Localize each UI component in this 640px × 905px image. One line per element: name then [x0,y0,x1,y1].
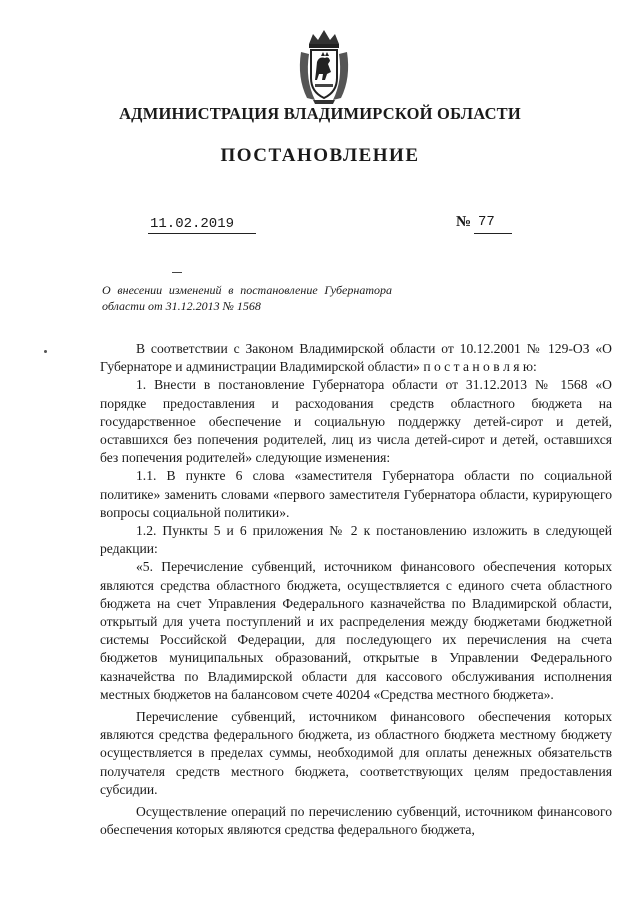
paragraph-clause-5: «5. Перечисление субвенций, источником финансового обеспечения которых являются средства областного бюджета, осуществляется с единого счета областного бюджета на счет Управления Федерального казначейства по Владимирской области, открытый для учета поступлений и их распределения между бюджетами бюджетной системы Российской Федерации, для последующего их перечисления на счета бюджетов муниципальных образований, открытые в Управлении Федерального казначейства по Владимирской области для кассового обслуживания исполнения местных бюджетов на балансовом счете 40204 «Средства местного бюджета». [100,559,612,702]
paragraph-item-1: 1. Внести в постановление Губернатора области от 31.12.2013 № 1568 «О порядке предоставления и расходования средств областного бюджета на государственное обеспечение и социальную поддержку детей-сирот и детей, оставшихся без попечения родителей, лиц из числа детей-сирот и детей, оставшихся без попечения родителей» следующие изменения: [100,377,612,466]
paragraph-item-1-2: 1.2. Пункты 5 и 6 приложения № 2 к постановлению изложить в следующей редакции: [100,523,612,557]
paragraph-item-1-1: 1.1. В пункте 6 слова «заместителя Губернатора области по социальной политике» заменить словами «первого заместителя Губернатора области, курирующего вопросы социальной политики». [100,468,612,520]
document-date: 11.02.2019 [150,216,235,232]
number-underline [474,233,512,234]
organization-name: АДМИНИСТРАЦИЯ ВЛАДИМИРСКОЙ ОБЛАСТИ [119,104,521,123]
document-body [100,340,612,839]
date-underline [148,233,256,234]
document-subject: О внесении изменений в постановление Губернатора области от 31.12.2013 № 1568 [102,283,392,313]
coat-of-arms-icon [295,28,353,106]
margin-dot [44,350,47,353]
paragraph-clause-5-2: Перечисление субвенций, источником финансового обеспечения которых являются средства федерального бюджета, из областного бюджета местному бюджету осуществляется в пределах суммы, необходимой для оплаты денежных обязательств получателя средств местного бюджета, соответствующих целям предоставления субсидии. [100,709,612,797]
subject-mark [172,272,182,273]
paragraph-clause-5-3: Осуществление операций по перечислению субвенций, источником финансового обеспечения которых являются средства федерального бюджета, [100,804,612,838]
number-sign: № [456,214,472,230]
document-type: ПОСТАНОВЛЕНИЕ [220,145,420,166]
document-number: 77 [478,214,495,230]
paragraph-preamble: В соответствии с Законом Владимирской области от 10.12.2001 № 129-ОЗ «О Губернаторе и администрации Владимирской области» п о с т а н о в л я ю: [100,341,612,375]
